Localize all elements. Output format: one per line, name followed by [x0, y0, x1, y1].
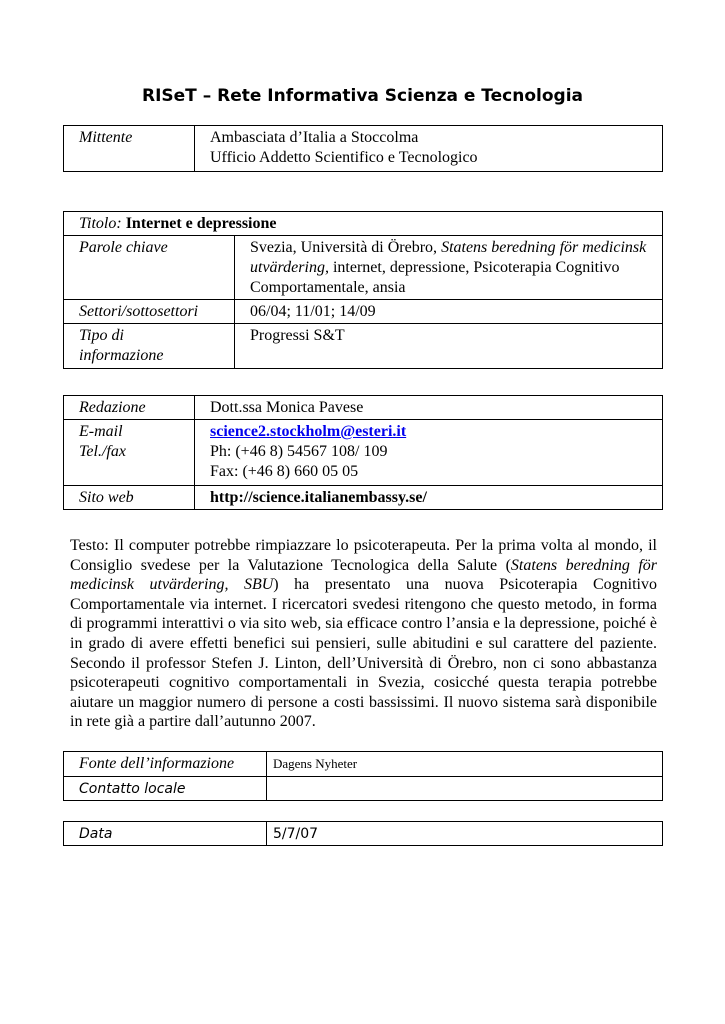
sender-line-2: Ufficio Addetto Scientifico e Tecnologico — [210, 149, 478, 166]
date-table — [63, 821, 663, 846]
contact-values — [195, 420, 663, 486]
source-table — [63, 751, 663, 801]
editorial-table — [63, 395, 663, 510]
fax-number: Fax: (+46 8) 660 05 05 — [210, 463, 359, 480]
article-part-1: Testo: Il computer potrebbe rimpiazzare lo psicoterapeuta. Per la prima volta al mondo, il Consiglio svedese per la Valutazione Tecnologica della Salute ( — [70, 537, 657, 574]
contact-label — [64, 420, 195, 486]
article-part-2: ) ha presentato una nuova Psicoterapia Cognitivo Comportamentale via internet. I ricercatori svedesi ritengono che questo metodo, in forma di programmi interattivi o via sito web, sia efficace contro l’ansia e la depressione, poiché è in grado di avere effetti benefici sui pensieri, sulle abitudini e sul carattere del paziente. Secondo il professor Stefen J. Linton, dell’Università di Örebro, non ci sono abbastanza psicoterapeuti cognitivo comportamentali in Svezia, cosicché questa terapia potrebbe aiutare un maggior numero di persone a costi bassissimi. Il nuovo sistema sarà disponibile in rete già a partire dall’autunno 2007. — [70, 576, 657, 731]
sender-table — [63, 125, 663, 172]
local-contact-value — [267, 777, 663, 801]
title-row — [64, 212, 663, 236]
date-label: Data — [64, 822, 267, 846]
keywords-prefix: Svezia, Università di Örebro, — [250, 239, 442, 256]
sender-label: Mittente — [64, 126, 195, 172]
type-value: Progressi S&T — [235, 324, 663, 369]
phone-number: Ph: (+46 8) 54567 108/ 109 — [210, 443, 388, 460]
keywords-suffix: internet, depressione, Psicoterapia Cognitivo Comportamentale, ansia — [250, 259, 620, 296]
keywords-italic: Statens beredning för medicinsk utvärdering, — [250, 239, 647, 276]
type-label-line-2: informazione — [79, 347, 164, 364]
article-italic: Statens beredning för medicinsk utvärdering, SBU — [70, 556, 658, 594]
sectors-label: Settori/sottosettori — [64, 300, 235, 324]
website-link[interactable]: http://science.italianembassy.se/ — [195, 486, 663, 510]
sectors-value: 06/04; 11/01; 14/09 — [235, 300, 663, 324]
keywords-label: Parole chiave — [64, 236, 235, 300]
source-value: Dagens Nyheter — [267, 752, 663, 777]
article-text — [70, 536, 657, 732]
sender-line-1: Ambasciata d’Italia a Stoccolma — [210, 129, 419, 146]
type-label-line-1: Tipo di — [79, 327, 124, 344]
source-label: Fonte dell’informazione — [64, 752, 267, 777]
date-value: 5/7/07 — [267, 822, 663, 846]
title-label: Titolo: — [79, 215, 122, 232]
email-label: E-mail — [79, 423, 123, 440]
website-label: Sito web — [64, 486, 195, 510]
editorial-name: Dott.ssa Monica Pavese — [195, 396, 663, 420]
sender-value — [195, 126, 663, 172]
keywords-value — [235, 236, 663, 300]
type-label — [64, 324, 235, 369]
info-table — [63, 211, 663, 369]
email-link[interactable]: science2.stockholm@esteri.it — [210, 423, 407, 440]
document-title: RISeT – Rete Informativa Scienza e Tecnologia — [141, 86, 584, 106]
telfax-label: Tel./fax — [79, 443, 126, 460]
local-contact-label: Contatto locale — [64, 777, 267, 801]
editorial-label: Redazione — [64, 396, 195, 420]
title-value: Internet e depressione — [125, 215, 277, 232]
